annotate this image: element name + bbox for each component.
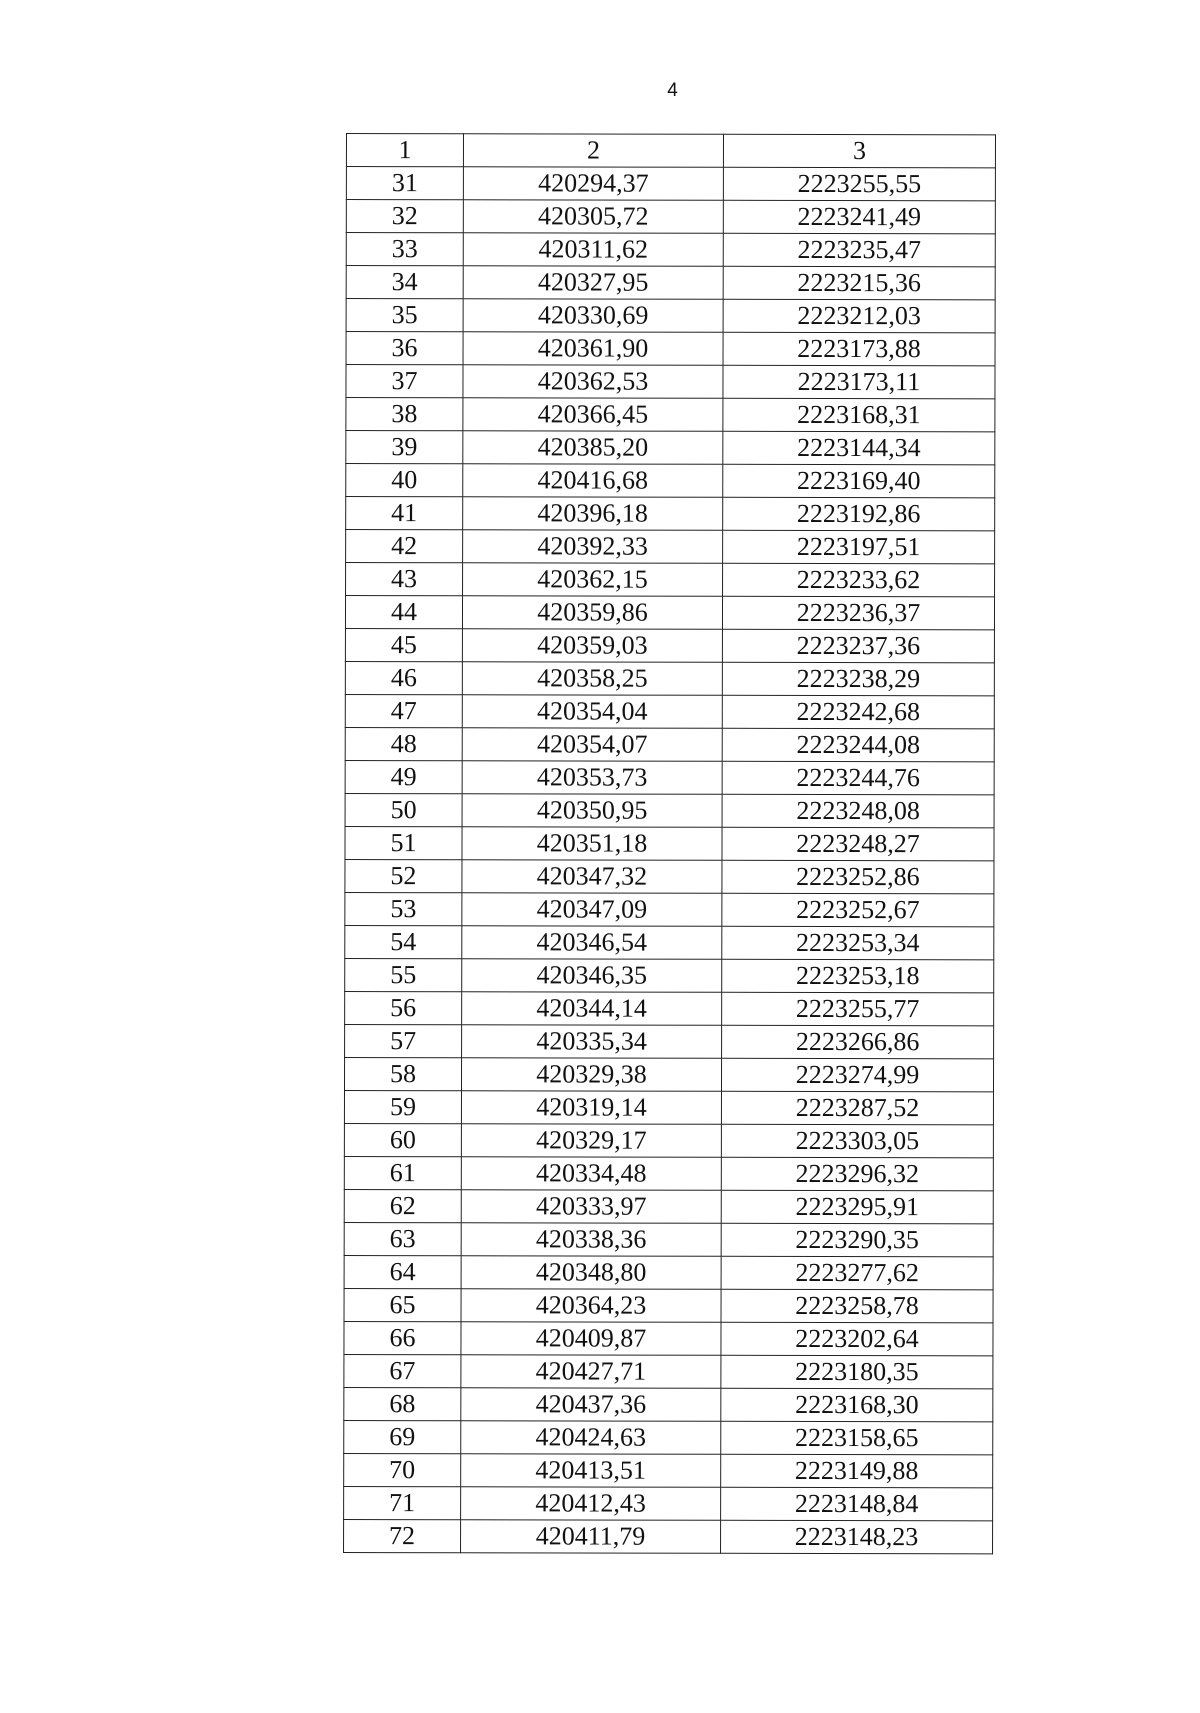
- point-number-cell: 63: [344, 1222, 461, 1255]
- coordinate-x-cell: 420437,36: [461, 1388, 721, 1422]
- table-row: [345, 1024, 994, 1058]
- point-number-cell: 31: [346, 167, 463, 200]
- table-row: [344, 1222, 993, 1256]
- coordinate-y-cell: 2223290,35: [721, 1223, 993, 1257]
- table-row: [346, 497, 995, 531]
- coordinate-x-cell: 420385,20: [463, 431, 723, 465]
- coordinate-y-cell: 2223287,52: [721, 1091, 993, 1125]
- coordinate-x-cell: 420305,72: [463, 200, 723, 234]
- coordinate-x-cell: 420362,15: [463, 563, 723, 597]
- table-row: [346, 530, 995, 564]
- coordinate-y-cell: 2223274,99: [721, 1058, 993, 1092]
- point-number-cell: 50: [345, 793, 462, 826]
- coordinate-y-cell: 2223253,18: [722, 959, 994, 993]
- coordinate-x-cell: 420330,69: [463, 299, 723, 333]
- coordinate-y-cell: 2223241,49: [723, 200, 995, 234]
- table-row: [344, 1189, 993, 1223]
- coordinate-x-cell: 420392,33: [463, 530, 723, 564]
- point-number-cell: 59: [344, 1090, 461, 1123]
- table-row: [344, 1090, 993, 1124]
- coordinate-x-cell: 420333,97: [461, 1190, 721, 1224]
- coordinate-x-cell: 420354,04: [462, 695, 722, 729]
- table-row: [344, 1288, 993, 1322]
- table-row: [344, 1123, 993, 1157]
- point-number-cell: 49: [345, 760, 462, 793]
- table-row: [346, 266, 995, 300]
- table-row: [344, 1486, 993, 1520]
- point-number-cell: 65: [344, 1288, 461, 1321]
- point-number-cell: 46: [345, 661, 462, 694]
- coordinate-x-cell: 420329,38: [461, 1058, 721, 1092]
- point-number-cell: 57: [345, 1024, 462, 1057]
- point-number-cell: 39: [346, 431, 463, 464]
- point-number-cell: 54: [345, 925, 462, 958]
- coordinate-y-cell: 2223255,55: [723, 167, 995, 201]
- page-number: 4: [667, 80, 678, 101]
- column-header-1: 1: [346, 134, 463, 167]
- point-number-cell: 53: [345, 892, 462, 925]
- coordinates-table: [343, 133, 996, 1554]
- coordinate-y-cell: 2223168,31: [723, 398, 995, 432]
- coordinate-x-cell: 420344,14: [462, 992, 722, 1026]
- point-number-cell: 45: [345, 628, 462, 661]
- coordinate-x-cell: 420335,34: [462, 1025, 722, 1059]
- coordinate-x-cell: 420359,86: [462, 596, 722, 630]
- table-row: [345, 596, 994, 630]
- coordinate-x-cell: 420416,68: [463, 464, 723, 498]
- coordinate-x-cell: 420413,51: [461, 1454, 721, 1488]
- coordinate-y-cell: 2223168,30: [721, 1388, 993, 1422]
- coordinate-y-cell: 2223248,27: [722, 827, 994, 861]
- table-row: [345, 826, 994, 860]
- coordinate-y-cell: 2223238,29: [722, 662, 994, 696]
- coordinate-x-cell: 420350,95: [462, 794, 722, 828]
- point-number-cell: 37: [346, 365, 463, 398]
- coordinate-y-cell: 2223277,62: [721, 1256, 993, 1290]
- table-row: [346, 464, 995, 498]
- table-row: [344, 1453, 993, 1487]
- coordinate-y-cell: 2223192,86: [723, 497, 995, 531]
- point-number-cell: 62: [344, 1189, 461, 1222]
- point-number-cell: 72: [344, 1519, 461, 1552]
- coordinate-y-cell: 2223266,86: [722, 1025, 994, 1059]
- table-row: [346, 365, 995, 399]
- header-row: [346, 134, 995, 168]
- point-number-cell: 51: [345, 826, 462, 859]
- table-row: [346, 299, 995, 333]
- table-row: [344, 1156, 993, 1190]
- point-number-cell: 34: [346, 266, 463, 299]
- coordinate-y-cell: 2223148,23: [721, 1520, 993, 1554]
- point-number-cell: 33: [346, 233, 463, 266]
- table-row: [345, 661, 994, 695]
- coordinate-y-cell: 2223252,86: [722, 860, 994, 894]
- table-row: [345, 991, 994, 1025]
- coordinate-y-cell: 2223212,03: [723, 299, 995, 333]
- coordinate-x-cell: 420424,63: [461, 1421, 721, 1455]
- coordinate-y-cell: 2223295,91: [721, 1190, 993, 1224]
- coordinate-y-cell: 2223235,47: [723, 233, 995, 267]
- coordinate-y-cell: 2223236,37: [722, 596, 994, 630]
- point-number-cell: 48: [345, 727, 462, 760]
- coordinate-y-cell: 2223242,68: [722, 695, 994, 729]
- coordinate-x-cell: 420354,07: [462, 728, 722, 762]
- coordinate-x-cell: 420409,87: [461, 1322, 721, 1356]
- table-row: [344, 1354, 993, 1388]
- table-row: [345, 628, 994, 662]
- coordinate-y-cell: 2223296,32: [721, 1157, 993, 1191]
- table-row: [344, 1321, 993, 1355]
- table-row: [346, 167, 995, 201]
- point-number-cell: 58: [344, 1057, 461, 1090]
- point-number-cell: 61: [344, 1156, 461, 1189]
- point-number-cell: 47: [345, 694, 462, 727]
- point-number-cell: 32: [346, 200, 463, 233]
- point-number-cell: 42: [346, 530, 463, 563]
- coordinate-x-cell: 420319,14: [461, 1091, 721, 1125]
- coordinate-y-cell: 2223180,35: [721, 1355, 993, 1389]
- coordinate-x-cell: 420348,80: [461, 1256, 721, 1290]
- table-row: [345, 958, 994, 992]
- table-row: [345, 925, 994, 959]
- coordinate-y-cell: 2223258,78: [721, 1289, 993, 1323]
- coordinate-x-cell: 420338,36: [461, 1223, 721, 1257]
- coordinate-x-cell: 420327,95: [463, 266, 723, 300]
- coordinate-x-cell: 420294,37: [463, 167, 723, 201]
- coordinate-x-cell: 420358,25: [462, 662, 722, 696]
- point-number-cell: 35: [346, 299, 463, 332]
- coordinate-y-cell: 2223202,64: [721, 1322, 993, 1356]
- point-number-cell: 36: [346, 332, 463, 365]
- coordinate-x-cell: 420346,35: [462, 959, 722, 993]
- coordinate-y-cell: 2223255,77: [722, 992, 994, 1026]
- coordinate-y-cell: 2223149,88: [721, 1454, 993, 1488]
- coordinate-x-cell: 420366,45: [463, 398, 723, 432]
- table-row: [344, 1255, 993, 1289]
- coordinate-y-cell: 2223244,76: [722, 761, 994, 795]
- point-number-cell: 38: [346, 398, 463, 431]
- coordinate-y-cell: 2223197,51: [723, 530, 995, 564]
- table-row: [346, 398, 995, 432]
- point-number-cell: 55: [345, 958, 462, 991]
- table-row: [346, 332, 995, 366]
- column-header-3: 3: [723, 134, 995, 168]
- table-row: [345, 892, 994, 926]
- coordinate-y-cell: 2223169,40: [723, 464, 995, 498]
- point-number-cell: 66: [344, 1321, 461, 1354]
- coordinate-x-cell: 420361,90: [463, 332, 723, 366]
- coordinate-y-cell: 2223158,65: [721, 1421, 993, 1455]
- coordinate-y-cell: 2223173,11: [723, 365, 995, 399]
- coordinate-x-cell: 420346,54: [462, 926, 722, 960]
- point-number-cell: 70: [344, 1453, 461, 1486]
- table-body: [344, 167, 996, 1554]
- coordinate-y-cell: 2223244,08: [722, 728, 994, 762]
- table-row: [344, 1420, 993, 1454]
- column-header-2: 2: [463, 134, 723, 168]
- coordinate-x-cell: 420329,17: [461, 1124, 721, 1158]
- coordinate-x-cell: 420411,79: [461, 1520, 721, 1554]
- coordinate-y-cell: 2223248,08: [722, 794, 994, 828]
- coordinate-y-cell: 2223173,88: [723, 332, 995, 366]
- point-number-cell: 68: [344, 1387, 461, 1420]
- table-row: [345, 727, 994, 761]
- point-number-cell: 52: [345, 859, 462, 892]
- coordinate-x-cell: 420396,18: [463, 497, 723, 531]
- table-row: [345, 760, 994, 794]
- table-row: [345, 859, 994, 893]
- coordinate-x-cell: 420412,43: [461, 1487, 721, 1521]
- coordinate-x-cell: 420353,73: [462, 761, 722, 795]
- point-number-cell: 41: [346, 497, 463, 530]
- coordinate-x-cell: 420362,53: [463, 365, 723, 399]
- coordinate-y-cell: 2223215,36: [723, 266, 995, 300]
- coordinate-y-cell: 2223144,34: [723, 431, 995, 465]
- coordinate-x-cell: 420347,32: [462, 860, 722, 894]
- table-row: [346, 563, 995, 597]
- coordinate-y-cell: 2223233,62: [723, 563, 995, 597]
- point-number-cell: 44: [345, 596, 462, 629]
- table-row: [345, 793, 994, 827]
- coordinate-x-cell: 420359,03: [462, 629, 722, 663]
- point-number-cell: 43: [346, 563, 463, 596]
- point-number-cell: 67: [344, 1354, 461, 1387]
- point-number-cell: 56: [345, 991, 462, 1024]
- coordinate-x-cell: 420364,23: [461, 1289, 721, 1323]
- point-number-cell: 69: [344, 1420, 461, 1453]
- coordinate-x-cell: 420427,71: [461, 1355, 721, 1389]
- table-row: [344, 1387, 993, 1421]
- table-row: [346, 233, 995, 267]
- coordinate-y-cell: 2223252,67: [722, 893, 994, 927]
- point-number-cell: 64: [344, 1255, 461, 1288]
- point-number-cell: 60: [344, 1123, 461, 1156]
- coordinate-y-cell: 2223148,84: [721, 1487, 993, 1521]
- point-number-cell: 40: [346, 464, 463, 497]
- coordinate-y-cell: 2223253,34: [722, 926, 994, 960]
- table-row: [346, 431, 995, 465]
- coordinate-y-cell: 2223237,36: [722, 629, 994, 663]
- coordinate-x-cell: 420334,48: [461, 1157, 721, 1191]
- coordinate-x-cell: 420351,18: [462, 827, 722, 861]
- coordinate-y-cell: 2223303,05: [721, 1124, 993, 1158]
- table-row: [346, 200, 995, 234]
- coordinate-x-cell: 420347,09: [462, 893, 722, 927]
- table-row: [345, 694, 994, 728]
- table-row: [344, 1057, 993, 1091]
- point-number-cell: 71: [344, 1486, 461, 1519]
- table-header: [346, 134, 995, 168]
- table-row: [344, 1519, 993, 1553]
- coordinate-x-cell: 420311,62: [463, 233, 723, 267]
